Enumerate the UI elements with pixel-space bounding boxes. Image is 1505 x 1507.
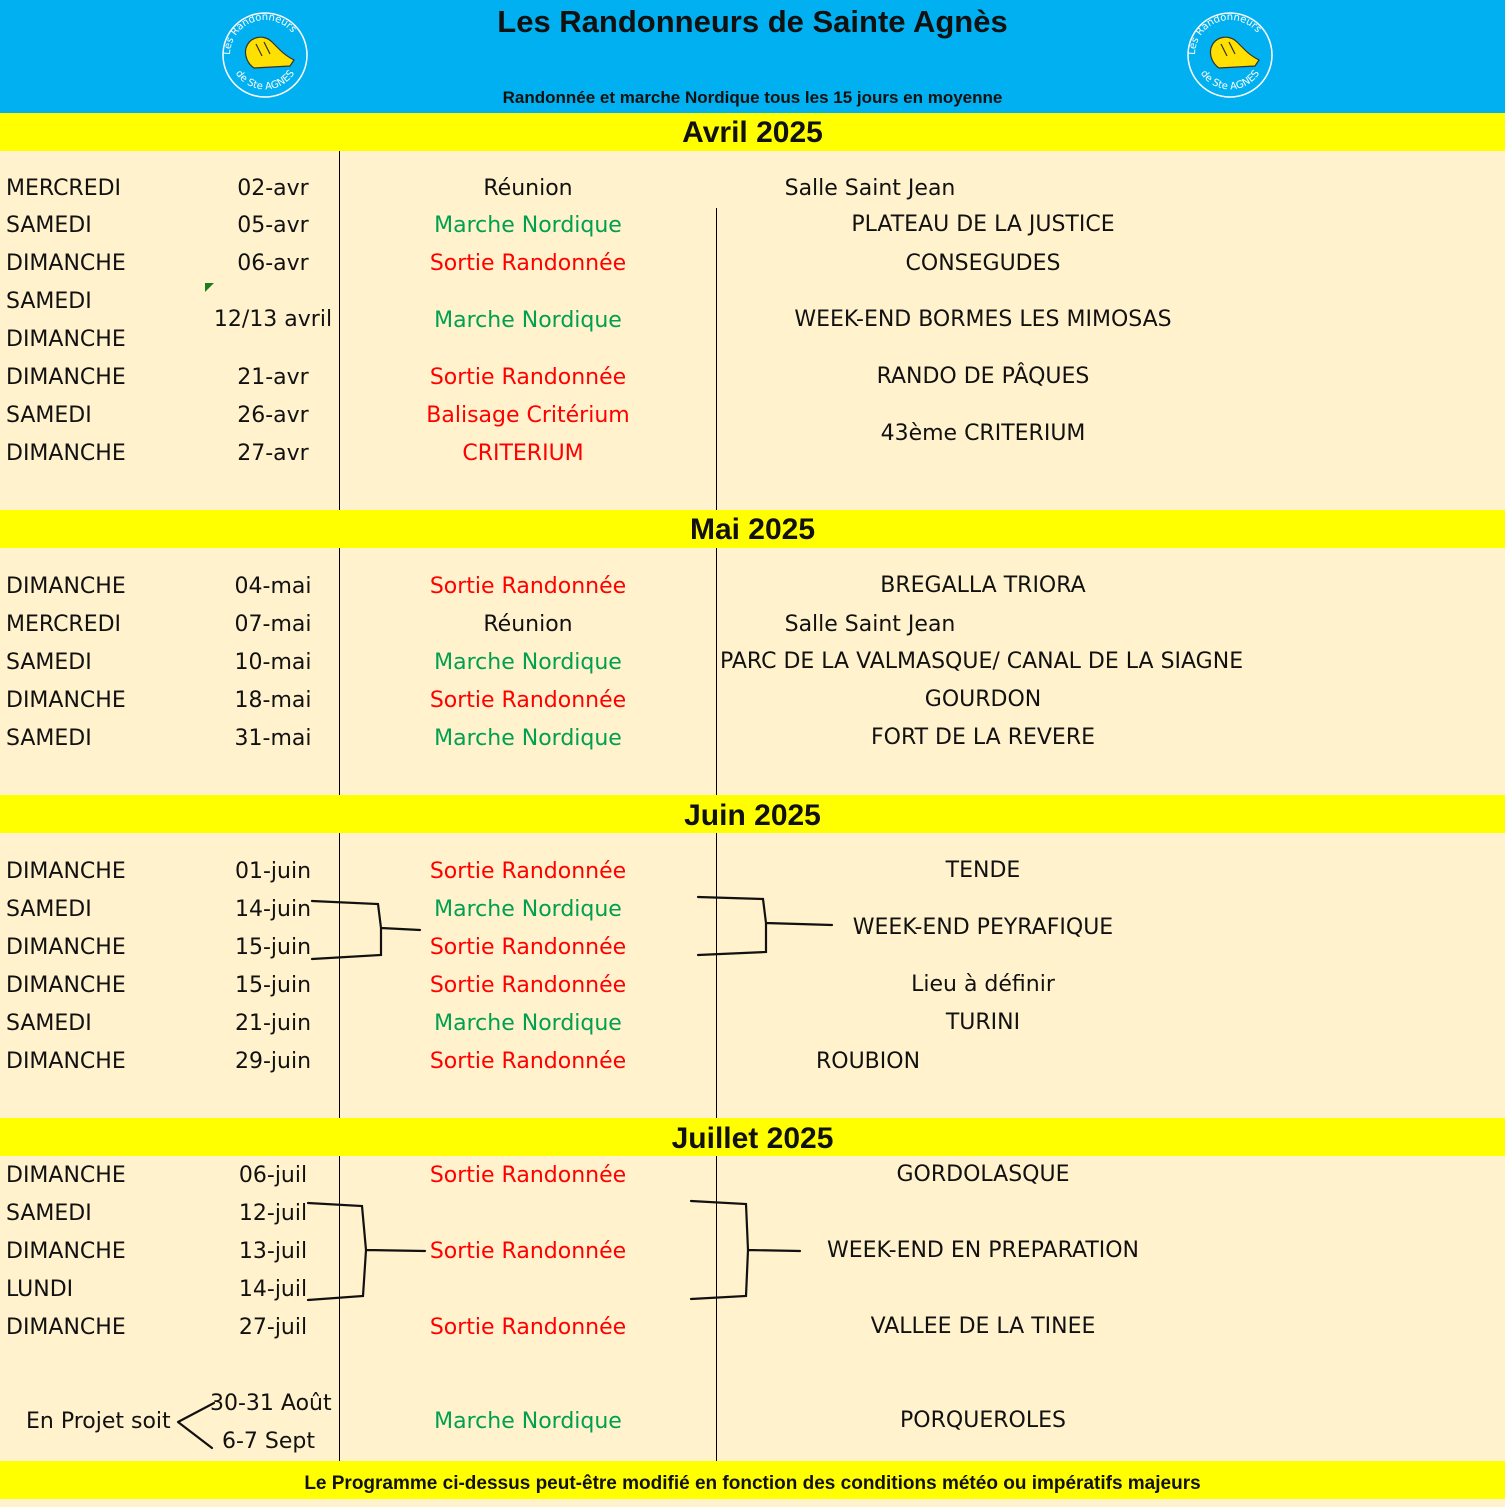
month-header-june: Juin 2025	[0, 795, 1505, 833]
row-date: 26-avr	[237, 403, 309, 428]
row-date: 04-mai	[234, 574, 312, 599]
brace-june-dates	[312, 901, 420, 959]
row-activity: Balisage Critérium	[426, 403, 630, 428]
row-day-second: DIMANCHE	[6, 327, 126, 352]
row-date: 06-avr	[237, 251, 309, 276]
row-date: 21-juin	[234, 1011, 312, 1036]
project-fork-lines	[178, 1403, 214, 1448]
row-day: MERCREDI	[6, 176, 122, 201]
row-place: PLATEAU DE LA JUSTICE	[851, 212, 1115, 237]
row-activity: Sortie Randonnée	[429, 574, 627, 599]
row-activity: Sortie Randonnée	[429, 1049, 627, 1074]
month-header-july: Juillet 2025	[0, 1118, 1505, 1156]
row-date: 12-juil	[238, 1201, 308, 1226]
merged-place: 43ème CRITERIUM	[880, 421, 1086, 446]
logo-top-text: Les Randonneurs	[1186, 11, 1264, 56]
row-date: 01-juin	[234, 859, 312, 884]
row-activity: Sortie Randonnée	[429, 251, 627, 276]
row-day: DIMANCHE	[6, 935, 126, 960]
row-place: TURINI	[945, 1010, 1021, 1035]
logo-top-text: Les Randonneurs	[221, 11, 299, 56]
project-activity: Marche Nordique	[434, 1409, 622, 1434]
row-day: DIMANCHE	[6, 365, 126, 390]
row-day: SAMEDI	[6, 1201, 92, 1226]
row-activity: Sortie Randonnée	[429, 1315, 627, 1340]
row-day: DIMANCHE	[6, 574, 126, 599]
logo-bottom-text: de Ste AGNES	[233, 68, 298, 93]
row-day: SAMEDI	[6, 213, 92, 238]
logo-bottom-text: de Ste AGNES	[1198, 68, 1263, 93]
month-header-april: Avril 2025	[0, 113, 1505, 151]
project-place: PORQUEROLES	[900, 1408, 1066, 1433]
row-day: DIMANCHE	[6, 973, 126, 998]
row-day: DIMANCHE	[6, 251, 126, 276]
row-place: TENDE	[945, 858, 1021, 883]
row-activity: Sortie Randonnée	[429, 935, 627, 960]
row-place: CONSEGUDES	[905, 251, 1061, 276]
row-place: WEEK-END EN PREPARATION	[826, 1238, 1140, 1263]
row-activity: Sortie Randonnée	[429, 1163, 627, 1188]
row-place: Salle Saint Jean	[784, 612, 956, 637]
row-activity: CRITERIUM	[462, 441, 584, 466]
row-day: SAMEDI	[6, 289, 92, 314]
row-activity: Réunion	[483, 176, 573, 201]
row-activity: Marche Nordique	[434, 897, 622, 922]
row-date: 21-avr	[237, 365, 309, 390]
row-activity: Sortie Randonnée	[429, 1239, 627, 1264]
row-date: 13-juil	[238, 1239, 308, 1264]
brace-july-dates	[308, 1203, 425, 1300]
row-date: 05-avr	[237, 213, 309, 238]
row-activity: Sortie Randonnée	[429, 688, 627, 713]
project-label: En Projet soit	[26, 1409, 171, 1434]
row-date: 02-avr	[237, 176, 309, 201]
row-place: BREGALLA TRIORA	[880, 573, 1086, 598]
row-place: PARC DE LA VALMASQUE/ CANAL DE LA SIAGNE	[720, 649, 1244, 674]
row-activity: Marche Nordique	[434, 213, 622, 238]
row-place: Salle Saint Jean	[784, 176, 956, 201]
row-activity: Réunion	[483, 612, 573, 637]
project-date-2: 6-7 Sept	[222, 1429, 316, 1454]
row-day: DIMANCHE	[6, 1049, 126, 1074]
row-activity: Marche Nordique	[434, 650, 622, 675]
row-place: FORT DE LA REVERE	[870, 725, 1096, 750]
row-date: 06-juil	[238, 1163, 308, 1188]
row-date: 10-mai	[234, 650, 312, 675]
row-day: SAMEDI	[6, 897, 92, 922]
row-place: VALLEE DE LA TINEE	[870, 1314, 1096, 1339]
row-date: 14-juin	[234, 897, 312, 922]
row-place: ROUBION	[815, 1049, 921, 1074]
row-date: 27-juil	[238, 1315, 308, 1340]
row-date: 12/13 avril	[213, 307, 333, 332]
row-date: 07-mai	[234, 612, 312, 637]
row-date: 15-juin	[234, 973, 312, 998]
row-activity: Marche Nordique	[434, 1011, 622, 1036]
project-date-1: 30-31 Août	[210, 1391, 332, 1416]
month-header-may: Mai 2025	[0, 510, 1505, 548]
row-day: DIMANCHE	[6, 1315, 126, 1340]
row-activity: Sortie Randonnée	[429, 859, 627, 884]
row-day: MERCREDI	[6, 612, 122, 637]
page-subtitle: Randonnée et marche Nordique tous les 15 jours en moyenne	[502, 88, 1003, 107]
row-date: 27-avr	[237, 441, 309, 466]
page-title: Les Randonneurs de Sainte Agnès	[497, 4, 1008, 39]
row-place: GOURDON	[924, 687, 1042, 712]
row-place: WEEK-END BORMES LES MIMOSAS	[794, 307, 1172, 332]
row-day: SAMEDI	[6, 726, 92, 751]
brace-july-place	[691, 1201, 800, 1299]
row-day: DIMANCHE	[6, 441, 126, 466]
row-date: 18-mai	[234, 688, 312, 713]
row-day: DIMANCHE	[6, 1239, 126, 1264]
row-activity: Sortie Randonnée	[429, 973, 627, 998]
row-day: DIMANCHE	[6, 1163, 126, 1188]
brace-june-place	[698, 897, 832, 955]
row-date: 14-juil	[238, 1277, 308, 1302]
row-place: Lieu à définir	[911, 972, 1055, 997]
row-day: DIMANCHE	[6, 859, 126, 884]
footer-note: Le Programme ci-dessus peut-être modifié en fonction des conditions météo ou impératifs majeurs	[0, 1461, 1505, 1499]
row-date: 31-mai	[234, 726, 312, 751]
row-day: LUNDI	[6, 1277, 74, 1302]
row-activity: Marche Nordique	[434, 308, 622, 333]
row-day: SAMEDI	[6, 650, 92, 675]
row-place: RANDO DE PÂQUES	[876, 364, 1090, 389]
merged-place: WEEK-END PEYRAFIQUE	[852, 915, 1114, 940]
row-activity: Sortie Randonnée	[429, 365, 627, 390]
row-day: SAMEDI	[6, 1011, 92, 1036]
row-day: DIMANCHE	[6, 688, 126, 713]
row-activity: Marche Nordique	[434, 726, 622, 751]
row-place: GORDOLASQUE	[896, 1162, 1070, 1187]
row-date: 15-juin	[234, 935, 312, 960]
row-day: SAMEDI	[6, 403, 92, 428]
row-date: 29-juin	[234, 1049, 312, 1074]
